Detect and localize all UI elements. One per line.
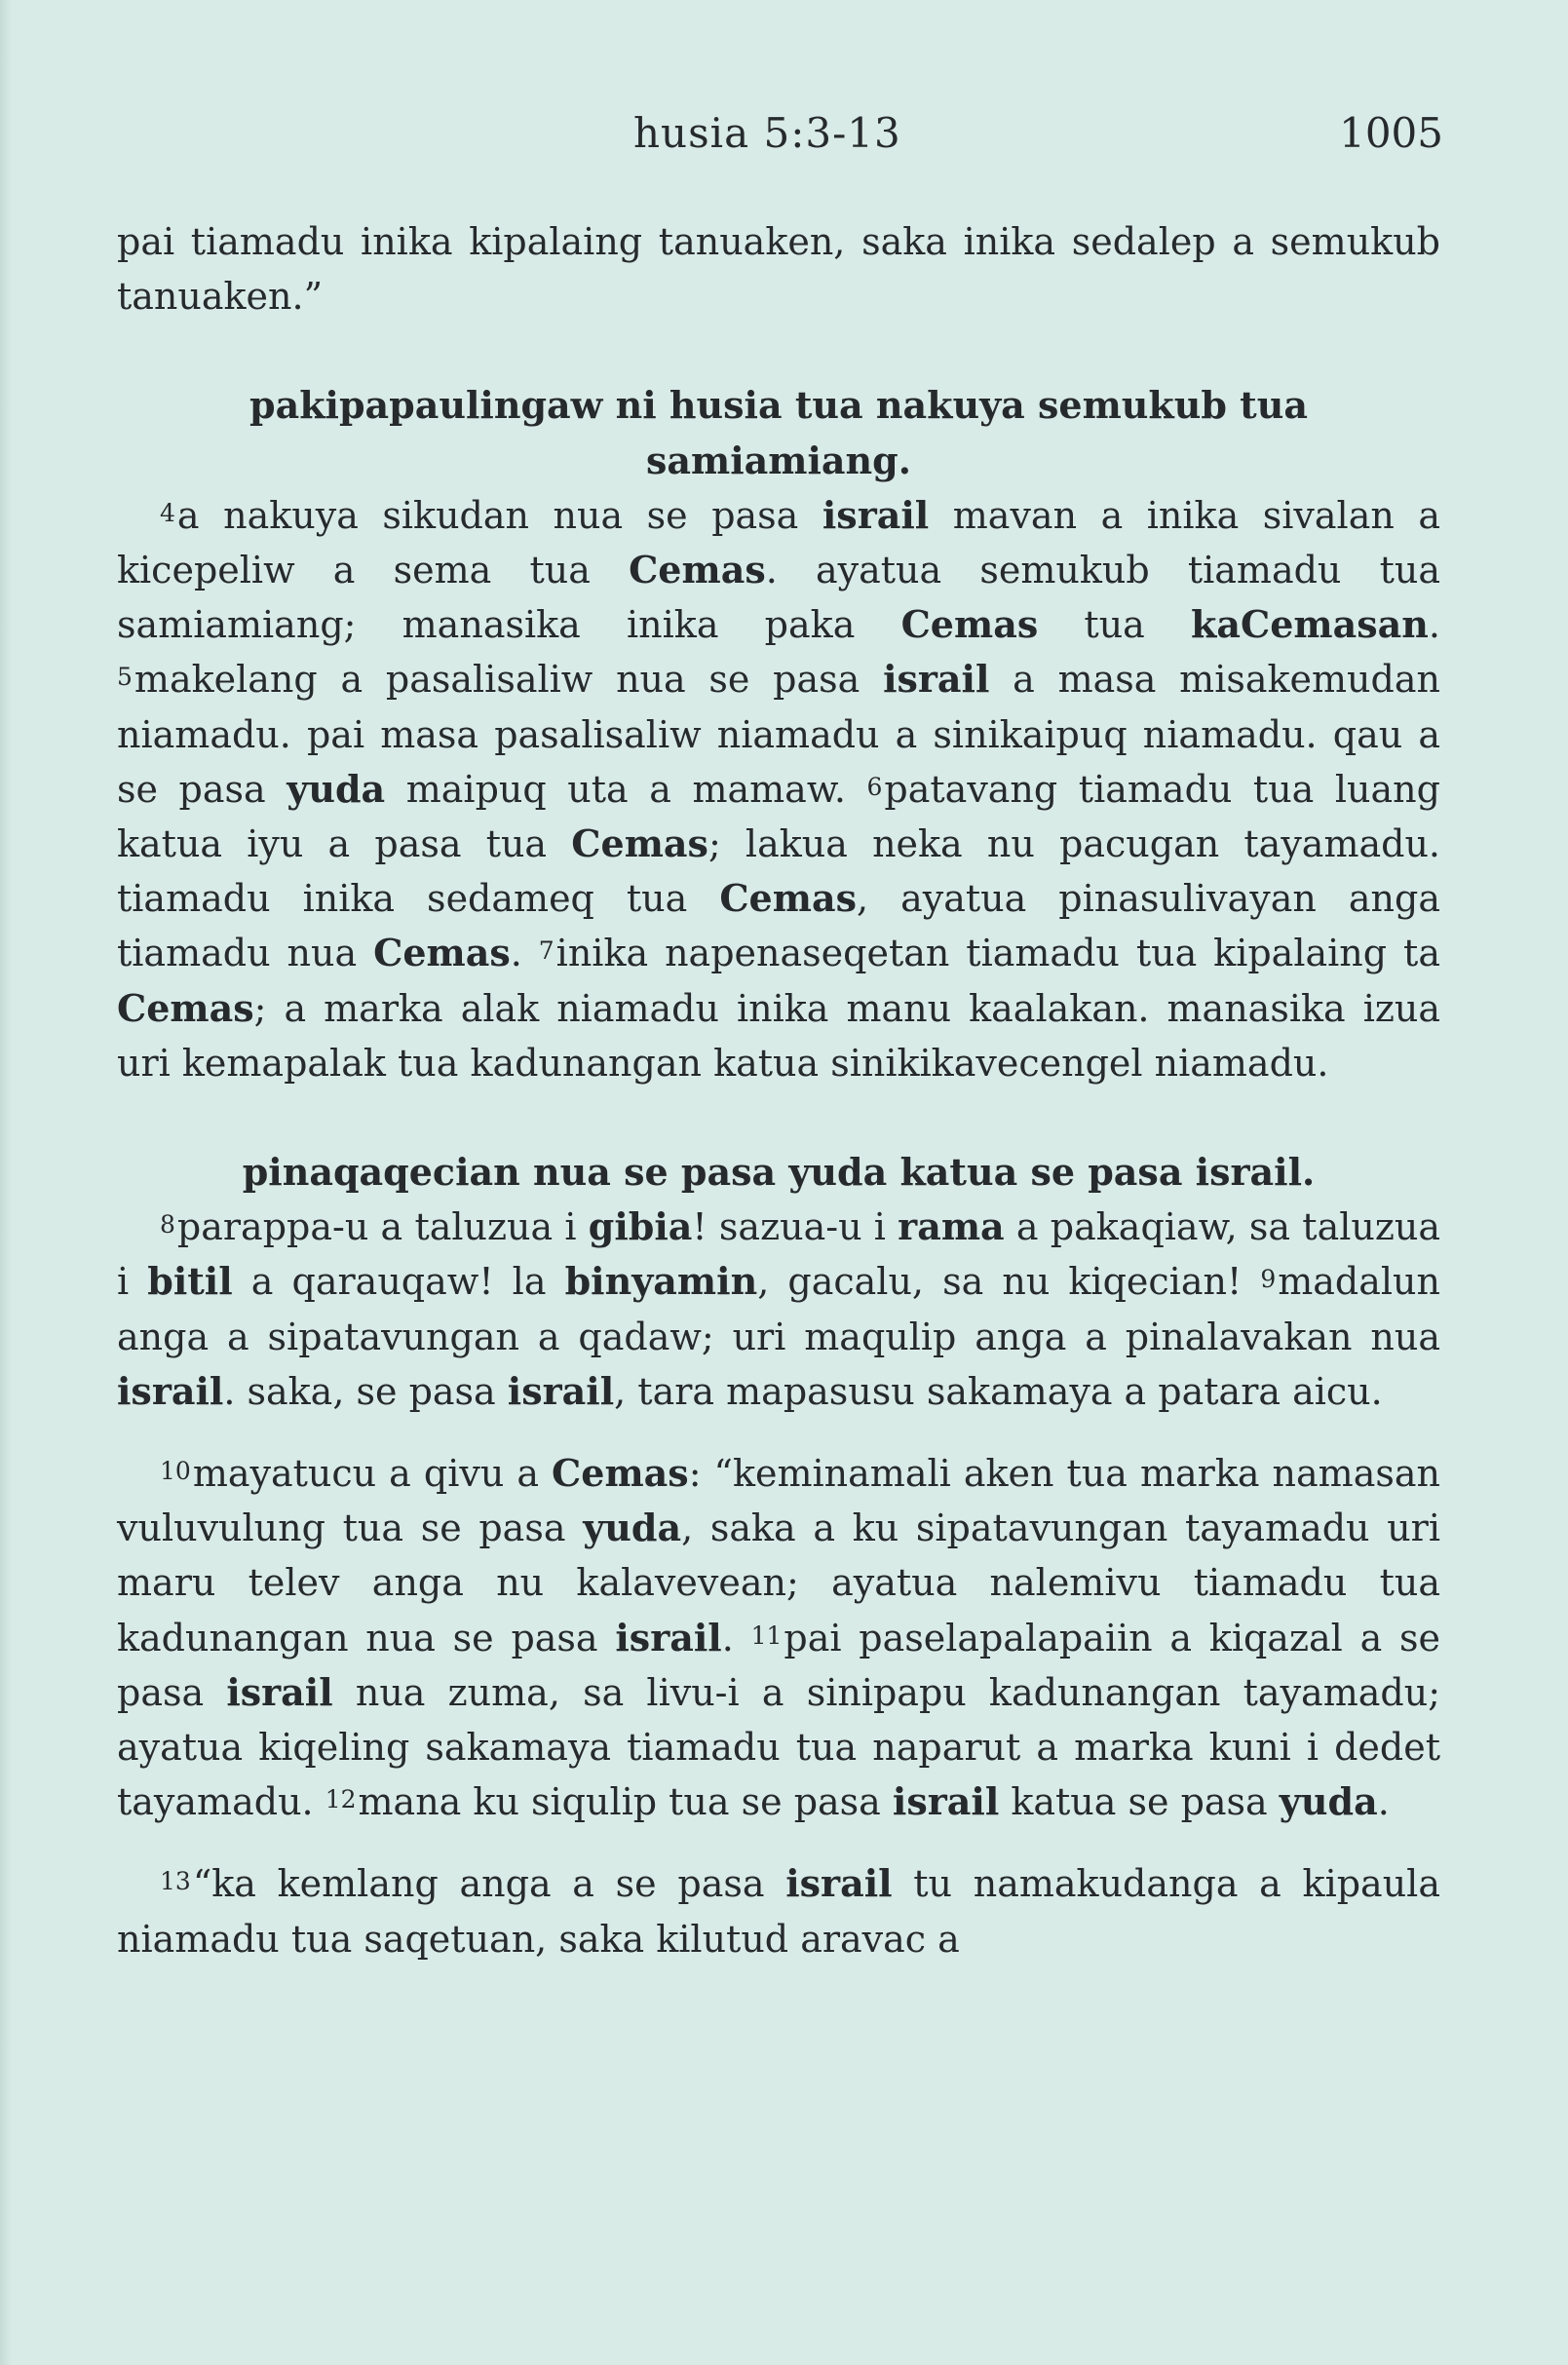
verse-text: madalun anga a sipatavungan a qadaw; uri maqulip anga a pinalavakan nua (117, 1260, 1440, 1358)
verse-text: : “keminamali aken tua marka namasan vuluvulung tua se pasa (117, 1452, 1441, 1550)
proper-noun: kaCemasan (1191, 602, 1429, 647)
verse-text: pai paselapalapaiin a kiqazal a se pasa (117, 1616, 1440, 1714)
verse-text: a masa misakemudan niamadu. pai masa pasalisaliw niamadu a sinikaipuq niamadu. qau a se pasa (117, 658, 1440, 811)
verse-text: tua (1038, 603, 1192, 647)
verse-number: 12 (325, 1785, 357, 1814)
verse-number: 8 (160, 1210, 175, 1240)
verse-number: 10 (160, 1457, 191, 1486)
verse-number: 7 (538, 936, 555, 966)
proper-noun: yuda (287, 766, 386, 811)
proper-noun: rama (898, 1204, 1005, 1249)
proper-noun: Cemas (900, 602, 1039, 647)
proper-noun: israil (883, 657, 990, 702)
verse-text: , tara mapasusu sakamaya a patara aicu. (614, 1369, 1383, 1413)
proper-noun: Cemas (117, 985, 254, 1030)
verse-text: . (1428, 603, 1440, 647)
section-spacer (117, 1090, 1440, 1145)
section-spacer (117, 1829, 1440, 1856)
verse-text: pai tiamadu inika kipalaing tanuaken, saka inika sedalep a semukub tanuaken.” (117, 220, 1440, 319)
proper-noun: binyamin (564, 1259, 758, 1304)
page-header (0, 109, 1568, 168)
proper-noun: Cemas (719, 876, 857, 921)
paragraph (117, 1856, 1440, 1965)
proper-noun: israil (226, 1669, 333, 1714)
verse-text: inika napenaseqetan tiamadu tua kipalaing ta (555, 932, 1440, 975)
proper-noun: gibia (588, 1204, 693, 1249)
verse-text: maipuq uta a mamaw. (385, 767, 867, 811)
proper-noun: Cemas (629, 548, 766, 592)
section-spacer (117, 324, 1440, 378)
proper-noun: yuda (583, 1506, 682, 1550)
verse-number: 13 (160, 1867, 191, 1896)
page-number: 1005 (1339, 109, 1443, 157)
verse-text: parappa-u a taluzua i (176, 1205, 589, 1249)
paragraph (117, 1446, 1440, 1829)
verse-text: makelang a pasalisaliw nua se pasa (134, 658, 884, 702)
verse-text: patavang tiamadu tua luang katua iyu a pasa tua (117, 767, 1440, 866)
verse-text: mana ku siqulip tua se pasa (358, 1780, 893, 1824)
verse-text: . (721, 1616, 751, 1659)
verse-text: ! sazua-u i (692, 1205, 899, 1249)
running-title: husia 5:3-13 (633, 109, 901, 157)
proper-noun: israil (785, 1861, 893, 1906)
page-body (117, 214, 1440, 1966)
verse-text: . (510, 932, 539, 975)
verse-text: ; a marka alak niamadu inika manu kaalakan. manasika izua uri kemapalak tua kadunangan katua sinikikavecengel niamadu. (117, 986, 1440, 1085)
verse-text: . (1377, 1780, 1390, 1824)
verse-text: . ayatua semukub tiamadu tua samiamiang; manasika inika paka (117, 549, 1440, 647)
proper-noun: israil (117, 1368, 224, 1413)
verse-text: tu namakudanga a kipaula niamadu tua saqetuan, saka kilutud aravac a (117, 1862, 1440, 1961)
proper-noun: israil (892, 1779, 1000, 1824)
paragraph (117, 488, 1440, 1090)
verse-text: . saka, se pasa (223, 1369, 508, 1413)
verse-number: 4 (160, 498, 175, 527)
verse-text: a pakaqiaw, sa taluzua i (117, 1205, 1440, 1304)
verse-number: 5 (117, 663, 133, 692)
verse-text: ; lakua neka nu pacugan tayamadu. tiamadu inika sedameq tua (117, 822, 1441, 921)
verse-text: katua se pasa (999, 1780, 1280, 1824)
proper-noun: Cemas (373, 931, 511, 975)
verse-text: nua zuma, sa livu-i a sinipapu kadunangan tayamadu; ayatua kiqeling sakamaya tiamadu tua naparut a marka kuni i dedet tayamadu. (117, 1670, 1440, 1824)
verse-text: “ka kemlang anga a se pasa (192, 1862, 786, 1906)
paragraph (117, 214, 1440, 324)
verse-text: , ayatua pinasulivayan anga tiamadu nua (117, 877, 1440, 975)
proper-noun: bitil (147, 1259, 233, 1304)
paragraph (117, 1200, 1440, 1419)
proper-noun: israil (822, 492, 930, 537)
proper-noun: israil (615, 1615, 722, 1659)
proper-noun: Cemas (552, 1451, 689, 1496)
verse-text: a qarauqaw! la (232, 1260, 565, 1304)
verse-text: mayatucu a qivu a (192, 1452, 553, 1496)
verse-number: 6 (866, 772, 883, 801)
verse-text: , saka a ku sipatavungan tayamadu uri maru telev anga nu kalavevean; ayatua nalemivu tiamadu tua kadunangan nua se pasa (117, 1507, 1440, 1659)
verse-number: 9 (1260, 1265, 1277, 1294)
page-binding-edge (0, 0, 12, 2365)
verse-number: 11 (750, 1621, 783, 1650)
section-heading: pinaqaqecian nua se pasa yuda katua se pasa israil. (242, 1150, 1316, 1195)
verse-text: , gacalu, sa nu kiqecian! (757, 1260, 1261, 1304)
proper-noun: Cemas (571, 821, 708, 866)
proper-noun: yuda (1279, 1779, 1378, 1824)
section-heading: pakipapaulingaw ni husia tua nakuya semukub tua samiamiang. (249, 383, 1308, 482)
verse-text: mavan a inika sivalan a kicepeliw a sema tua (117, 493, 1441, 592)
verse-text: a nakuya sikudan nua se pasa (176, 493, 822, 537)
proper-noun: israil (507, 1368, 615, 1413)
section-spacer (117, 1419, 1440, 1446)
